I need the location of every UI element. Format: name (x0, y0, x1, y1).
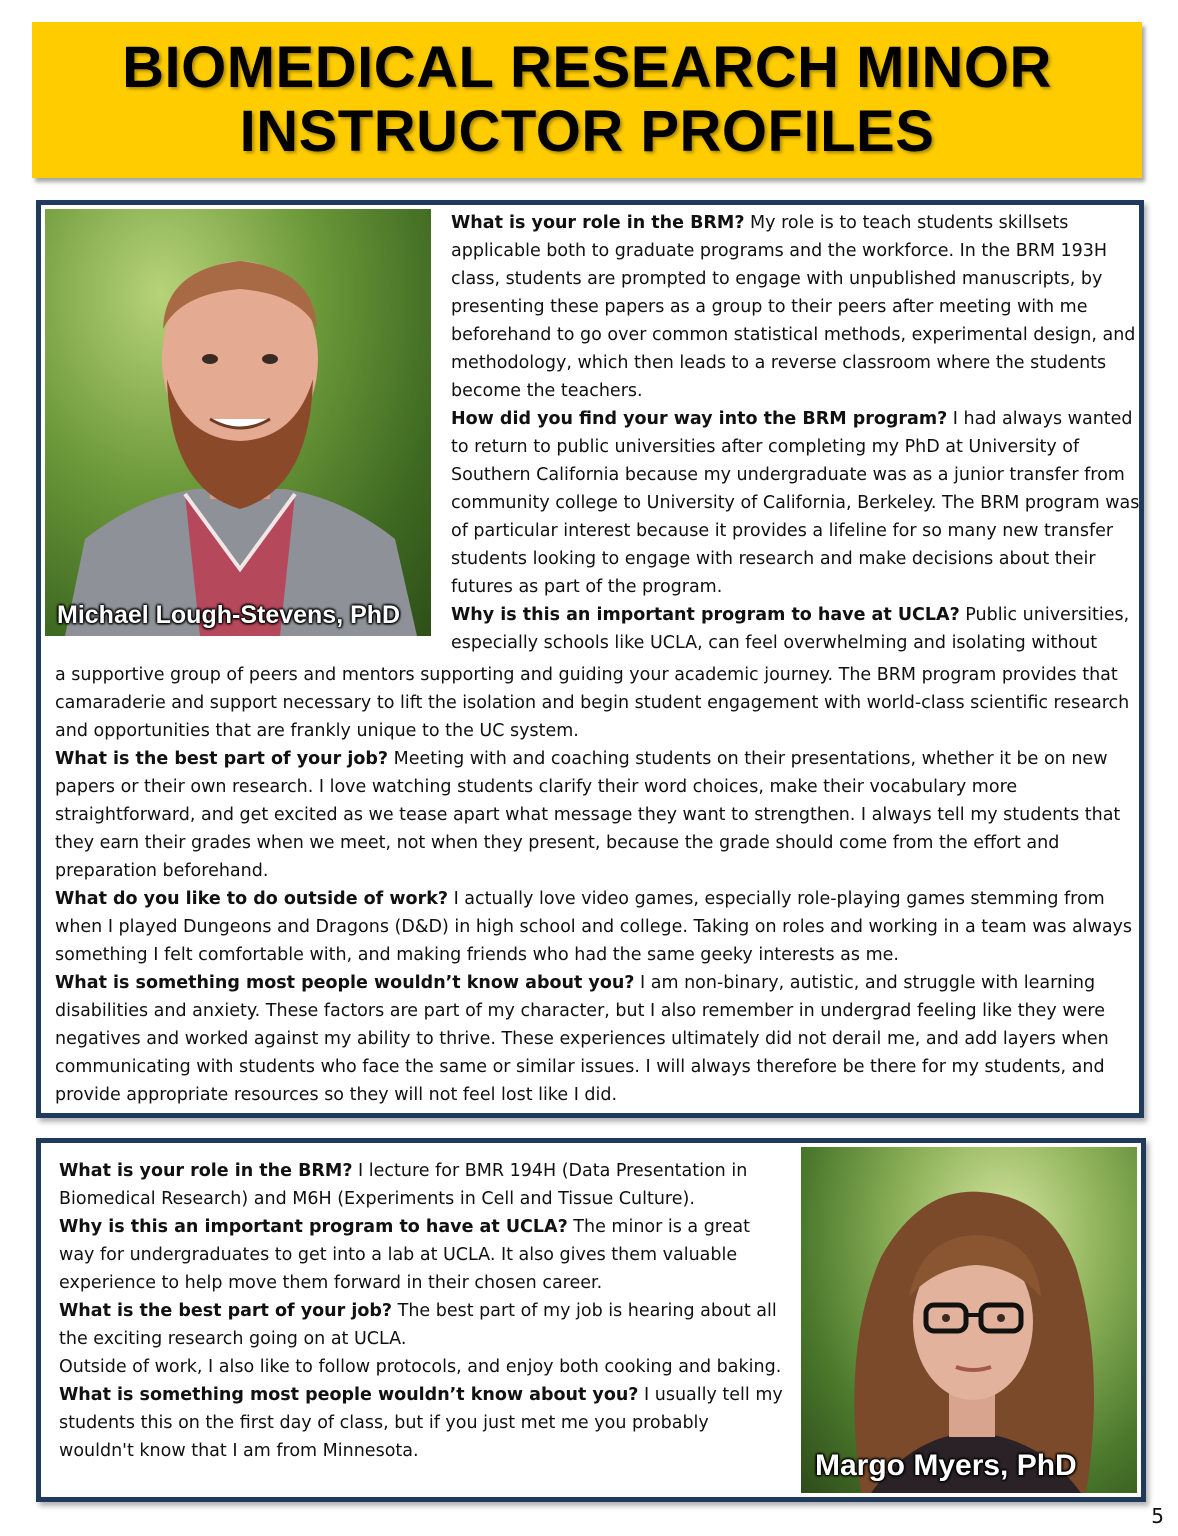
profile-card-margo (36, 1138, 1146, 1502)
question-unknown-fact: What is something most people wouldn’t know about you? (59, 1385, 639, 1405)
page-number: 5 (1151, 1504, 1164, 1528)
portrait-illustration (801, 1147, 1137, 1493)
question-important: Why is this an important program to have at UCLA? (59, 1217, 568, 1237)
question-role: What is your role in the BRM? (451, 213, 745, 233)
answer-unknown-fact: I am non-binary, autistic, and struggle with learning disabilities and anxiety. These factors are part of my character, but I also remember in undergrad feeling like they were negatives and worked against my ability to thrive. These experiences ultimately did not derail me, and add layers when communicating with students who face the same or similar issues. I will always therefore be there for my students, and provide appropriate resources so they will not feel lost like I did. (55, 973, 1109, 1105)
answer-role: I lecture for BMR 194H (Data Presentation in Biomedical Research) and M6H (Experiments in Cell and Tissue Culture). (59, 1161, 748, 1209)
question-important: Why is this an important program to have at UCLA? (451, 605, 960, 625)
title-banner (32, 22, 1142, 178)
qa-best-part (59, 1297, 789, 1353)
answer-important-part2: a supportive group of peers and mentors supporting and guiding your academic journey. The BRM program provides that camaraderie and support necessary to lift the isolation and begin student engagement with world-class scientific research and opportunities that are frankly unique to the UC system. (55, 665, 1130, 741)
answer-important: The minor is a great way for undergraduates to get into a lab at UCLA. It also gives them valuable experience to help move them forward in their chosen career. (59, 1217, 750, 1293)
qa-find-way (451, 405, 1141, 601)
page-title-line-1: BIOMEDICAL RESEARCH MINOR (122, 35, 1052, 100)
answer-find-way: I had always wanted to return to public universities after completing my PhD at University of Southern California because my undergraduate was as a junior transfer from community college to University of California, Berkeley. The BRM program was of particular interest because it provides a lifeline for so many new transfer students looking to engage with research and make decisions about their futures as part of the program. (451, 409, 1140, 597)
answer-best-part: Meeting with and coaching students on their presentations, whether it be on new papers or their own research. I love watching students clarify their word choices, make their vocabulary more straightforward, and get excited as we tease apart what message they want to strengthen. I always tell my students that they earn their grades when we meet, not when they present, because the grade should come from the effort and preparation beforehand. (55, 749, 1121, 881)
question-unknown-fact: What is something most people wouldn’t know about you? (55, 973, 635, 993)
qa-unknown-fact (59, 1381, 789, 1465)
instructor-name-margo: Margo Myers, PhD (815, 1449, 1077, 1482)
answer-unknown-fact: I usually tell my students this on the first day of class, but if you just met me you probably wouldn't know that I am from Minnesota. (59, 1385, 783, 1461)
question-best-part: What is the best part of your job? (55, 749, 389, 769)
profile-text-top (451, 209, 1141, 657)
instructor-name-michael: Michael Lough-Stevens, PhD (57, 601, 401, 629)
profile-text-margo (59, 1157, 789, 1465)
answer-role: My role is to teach students skillsets applicable both to graduate programs and the workforce. In the BRM 193H class, students are prompted to engage with unpublished manuscripts, by presenting these papers as a group to their peers after meeting with me beforehand to go over common statistical methods, experimental design, and methodology, which then leads to a reverse classroom where the students become the teachers. (451, 213, 1136, 401)
instructor-photo-michael (45, 209, 431, 636)
qa-best-part (55, 745, 1135, 885)
answer-best-part: The best part of my job is hearing about all the exciting research going on at UCLA. (59, 1301, 777, 1349)
question-role: What is your role in the BRM? (59, 1161, 353, 1181)
answer-important-part1: Public universities, especially schools like UCLA, can feel overwhelming and isolating without (451, 605, 1130, 653)
qa-outside-work (55, 885, 1135, 969)
portrait-illustration (45, 209, 431, 636)
qa-role (59, 1157, 789, 1213)
qa-important (451, 601, 1141, 657)
page-title-line-2: INSTRUCTOR PROFILES (239, 99, 935, 164)
instructor-photo-margo (801, 1147, 1137, 1493)
question-best-part: What is the best part of your job? (59, 1301, 393, 1321)
answer-outside-work: I actually love video games, especially role-playing games stemming from when I played Dungeons and Dragons (D&D) in high school and college. Taking on roles and working in a team was always something I felt comfortable with, and making friends who had the same geeky interests as me. (55, 889, 1133, 965)
question-find-way: How did you find your way into the BRM program? (451, 409, 948, 429)
qa-role (451, 209, 1141, 405)
qa-important (59, 1213, 789, 1297)
question-outside-work: What do you like to do outside of work? (55, 889, 448, 909)
profile-text-bottom (55, 661, 1135, 1109)
profile-card-michael (36, 200, 1144, 1118)
qa-unknown-fact (55, 969, 1135, 1109)
answer-outside-work: Outside of work, I also like to follow protocols, and enjoy both cooking and baking. (59, 1357, 782, 1377)
